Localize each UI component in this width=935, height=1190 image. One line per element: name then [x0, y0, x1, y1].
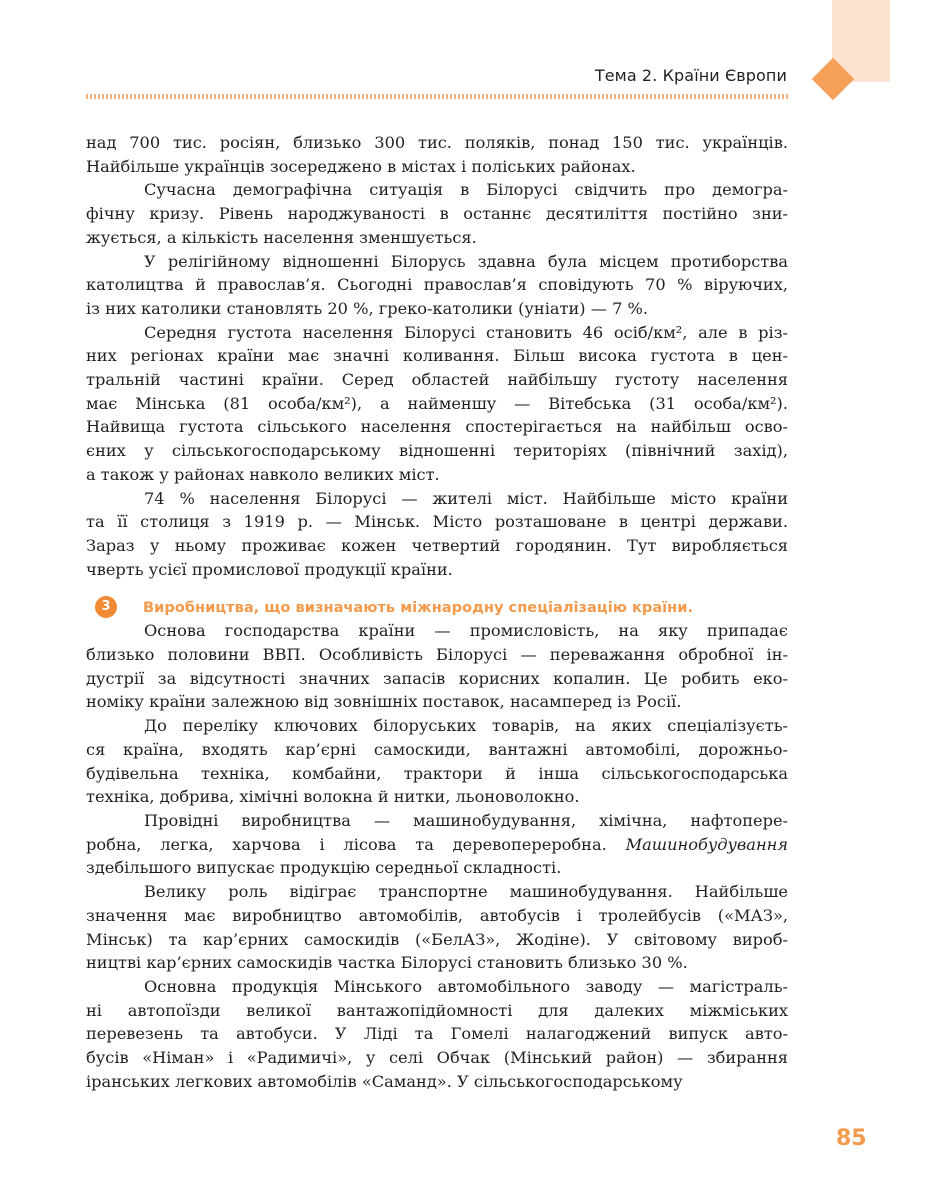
paragraph [86, 487, 788, 582]
text-line: та її столиця з 1919 р. — Мінськ. Місто розташоване в центрі держави. [86, 512, 788, 532]
paragraph [86, 178, 788, 249]
header-dotted-divider [86, 94, 788, 99]
text-line: чверть усієї промислової продукції країни. [86, 559, 453, 579]
text-line: У релігійному відношенні Білорусь здавна була місцем протиборства [144, 251, 788, 271]
text-line: із них католики становлять 20 %, греко-католики (уніати) — 7 %. [86, 298, 649, 318]
text-line: ні автопоїзди великої вантажопідйомності для далеких міжміських [86, 1000, 788, 1020]
paragraph [86, 975, 788, 1094]
page-body [86, 131, 788, 1093]
section-title: Виробництва, що визначають міжнародну спеціалізацію країни. [143, 599, 694, 617]
text-line: а також у районах навколо великих міст. [86, 464, 440, 484]
text-line: бусів «Німан» і «Радимичі», у селі Обчак (Мінський район) — збирання [86, 1048, 788, 1068]
paragraph [86, 880, 788, 975]
text-line: католицтва й православ’я. Сьогодні православ’я сповідують 70 % віруючих, [86, 275, 788, 295]
text-line: ництві кар’єрних самоскидів частка Білорусі становить близько 30 %. [86, 953, 688, 973]
text-line: Провідні виробництва — машинобудування, хімічна, нафтопере- [144, 810, 788, 830]
paragraph [86, 321, 788, 487]
text-line: Найвища густота сільського населення спостерігається на найбільш осво- [86, 417, 788, 437]
paragraph [86, 809, 788, 880]
page-number: 85 [836, 1126, 867, 1151]
text-line: над 700 тис. росіян, близько 300 тис. поляків, понад 150 тис. українців. [86, 133, 788, 152]
text-line: Сучасна демографічна ситуація в Білорусі свідчить про демогра- [144, 180, 788, 200]
text-line: Основа господарства країни — промисловість, на яку припадає [144, 621, 788, 641]
text-line: має Мінська (81 особа/км²), а найменшу — Вітебська (31 особа/км²). [86, 393, 788, 413]
paragraph [86, 619, 788, 714]
text-line: жується, а кількість населення зменшується. [86, 227, 477, 247]
paragraph [86, 250, 788, 321]
text-line: іранських легкових автомобілів «Саманд». У сільськогосподарському [86, 1071, 683, 1091]
text-line: Велику роль відіграє транспортне машинобудування. Найбільше [144, 882, 788, 902]
text-line: Середня густота населення Білорусі становить 46 осіб/км², але в різ- [144, 322, 788, 342]
text-line: перевезень та автобуси. У Ліді та Гомелі налагоджений випуск авто- [86, 1024, 788, 1044]
paragraphs-before-section [86, 131, 788, 581]
text-line: робна, легка, харчова і лісова та деревопереробна. Машинобудування [86, 834, 788, 854]
text-line: техніка, добрива, хімічні волокна й нитки, льоноволокно. [86, 787, 580, 807]
text-line: ся країна, входять кар’єрні самоскиди, вантажні автомобілі, дорожньо- [86, 739, 788, 759]
paragraphs-after-section [86, 619, 788, 1093]
text-line: дустрії за відсутності значних запасів корисних копалин. Це робить еко- [86, 668, 788, 688]
text-line: близько половини ВВП. Особливість Білорусі — переважання обробної ін- [86, 645, 788, 665]
text-line: Найбільше українців зосереджено в містах і поліських районах. [86, 156, 636, 176]
section-heading [86, 595, 788, 619]
text-line: здебільшого випускає продукцію середньої складності. [86, 858, 562, 878]
text-line: них регіонах країни має значні коливання. Більш висока густота в цен- [86, 346, 788, 366]
text-line: 74 % населення Білорусі — жителі міст. Найбільше місто країни [144, 488, 788, 508]
text-line: значення має виробництво автомобілів, автобусів і тролейбусів («МАЗ», [86, 905, 788, 925]
text-line: фічну кризу. Рівень народжуваності в останнє десятиліття постійно зни- [86, 204, 788, 224]
text-line: До переліку ключових білоруських товарів, на яких спеціалізуєть- [144, 716, 788, 736]
paragraph [86, 131, 788, 178]
text-line: номіку країни залежною від зовнішніх поставок, насамперед із Росії. [86, 692, 682, 712]
paragraph [86, 714, 788, 809]
running-header-title: Тема 2. Країни Європи [594, 66, 787, 85]
text-line: будівельна техніка, комбайни, трактори й інша сільськогосподарська [86, 763, 788, 783]
text-line: тральній частині країни. Серед областей найбільшу густоту населення [86, 370, 788, 390]
text-line: Основна продукція Мінського автомобільного заводу — магістраль- [144, 976, 788, 996]
text-line: Зараз у ньому проживає кожен четвертий городянин. Тут виробляється [86, 535, 788, 555]
emphasis-term: Машинобудування [625, 834, 788, 854]
text-line: Мінськ) та кар’єрних самоскидів («БелАЗ», Жодіне). У світовому вироб- [86, 929, 788, 949]
section-number-badge: 3 [95, 596, 117, 618]
text-line: єних у сільськогосподарському відношенні територіях (північний захід), [86, 441, 788, 461]
